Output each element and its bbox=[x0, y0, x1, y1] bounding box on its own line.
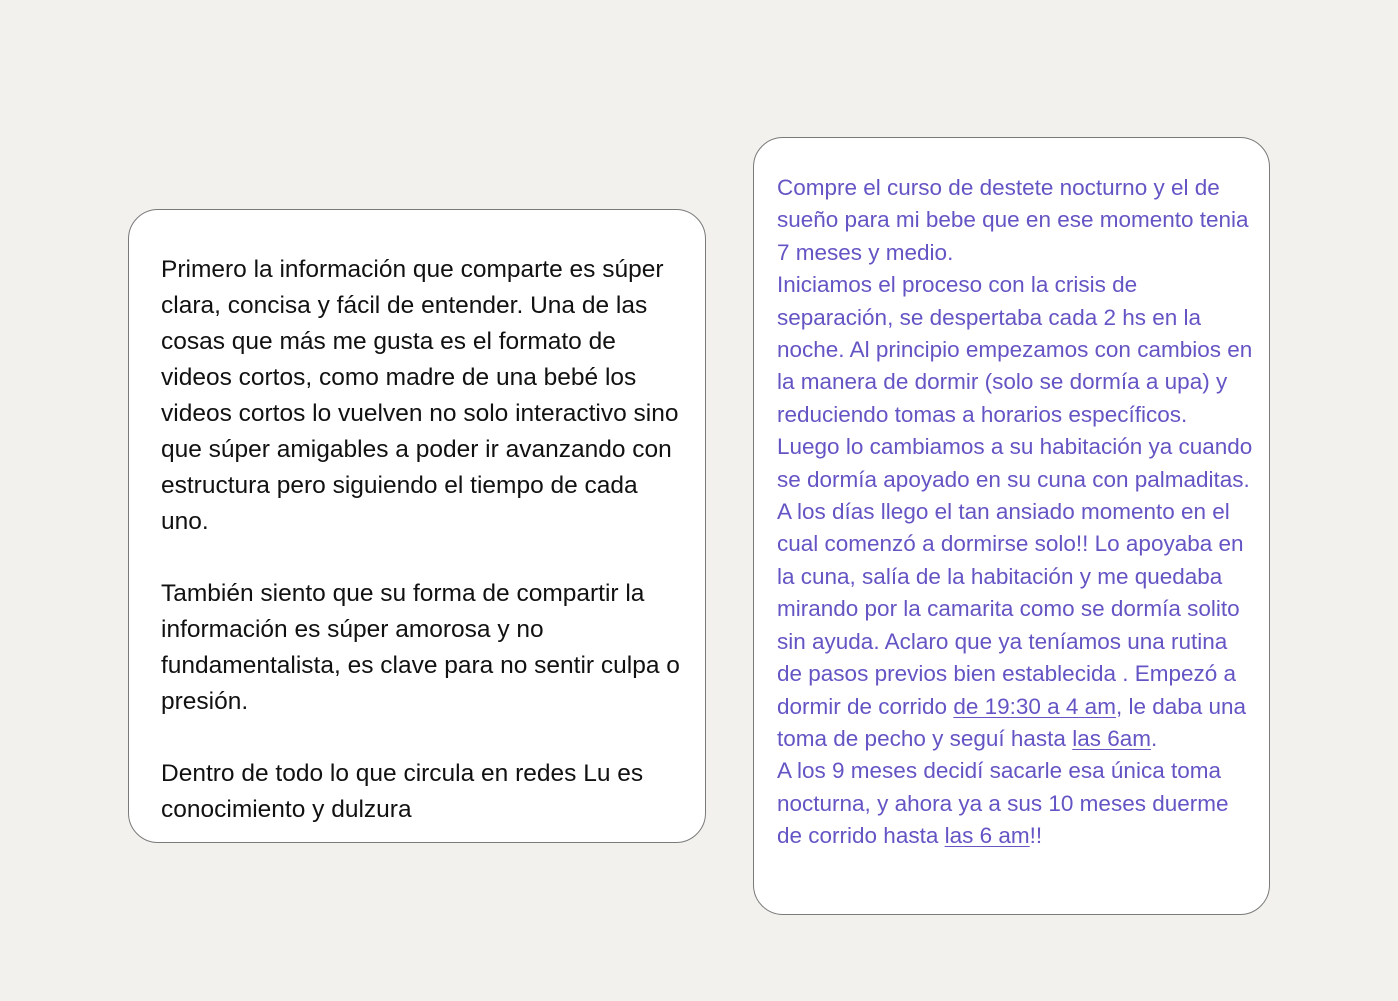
testimonial-paragraph: Dentro de todo lo que circula en redes Lu es conocimiento y dulzura bbox=[161, 760, 644, 823]
testimonial-text: Iniciamos el proceso con la crisis de separación, se despertaba cada 2 hs en la noche. Al principio empezamos con cambios en la manera de dormir (solo se dormía a upa) y reduciendo tomas a horarios específicos. Luego lo cambiamos a su habitación ya cuando se dormía apoyado en su cuna con palmaditas. A los días llego el tan ansiado momento en el cual comenzó a dormirse solo!! Lo apoyaba en la cuna, salía de la habitación y me quedaba mirando por la camarita como se dormía solito sin ayuda. Aclaro que ya teníamos una rutina de pasos previos bien establecida . Empezó a dormir de corrido bbox=[777, 272, 1253, 719]
testimonial-text: A los 9 meses decidí sacarle esa única toma nocturna, y ahora ya a sus 10 meses duerme de corrido hasta bbox=[777, 758, 1229, 849]
testimonial-text: . bbox=[1151, 725, 1158, 751]
testimonial-paragraph: Primero la información que comparte es súper clara, concisa y fácil de entender. Una de las cosas que más me gusta es el formato de videos cortos, como madre de una bebé los videos cortos lo vuelven no solo interactivo sino que súper amigables a poder ir avanzando con estructura pero siguiendo el tiempo de cada uno. bbox=[161, 256, 679, 535]
testimonial-card-right bbox=[753, 137, 1270, 915]
testimonial-paragraph: Compre el curso de destete nocturno y el de sueño para mi bebe que en ese momento tenia 7 meses y medio. bbox=[777, 175, 1249, 265]
testimonial-card-left bbox=[128, 209, 706, 843]
time-link[interactable]: de 19:30 a 4 am bbox=[953, 693, 1116, 719]
testimonial-paragraph: También siento que su forma de compartir la información es súper amorosa y no fundamentalista, es clave para no sentir culpa o presión. bbox=[161, 580, 680, 715]
testimonial-text: , le daba una toma de pecho y seguí hasta bbox=[777, 693, 1247, 751]
testimonial-paragraph bbox=[777, 269, 1255, 755]
testimonial-text: !! bbox=[1029, 823, 1043, 849]
time-link[interactable]: las 6 am bbox=[944, 823, 1030, 849]
testimonial-paragraph bbox=[777, 755, 1255, 852]
time-link[interactable]: las 6am bbox=[1072, 725, 1151, 751]
